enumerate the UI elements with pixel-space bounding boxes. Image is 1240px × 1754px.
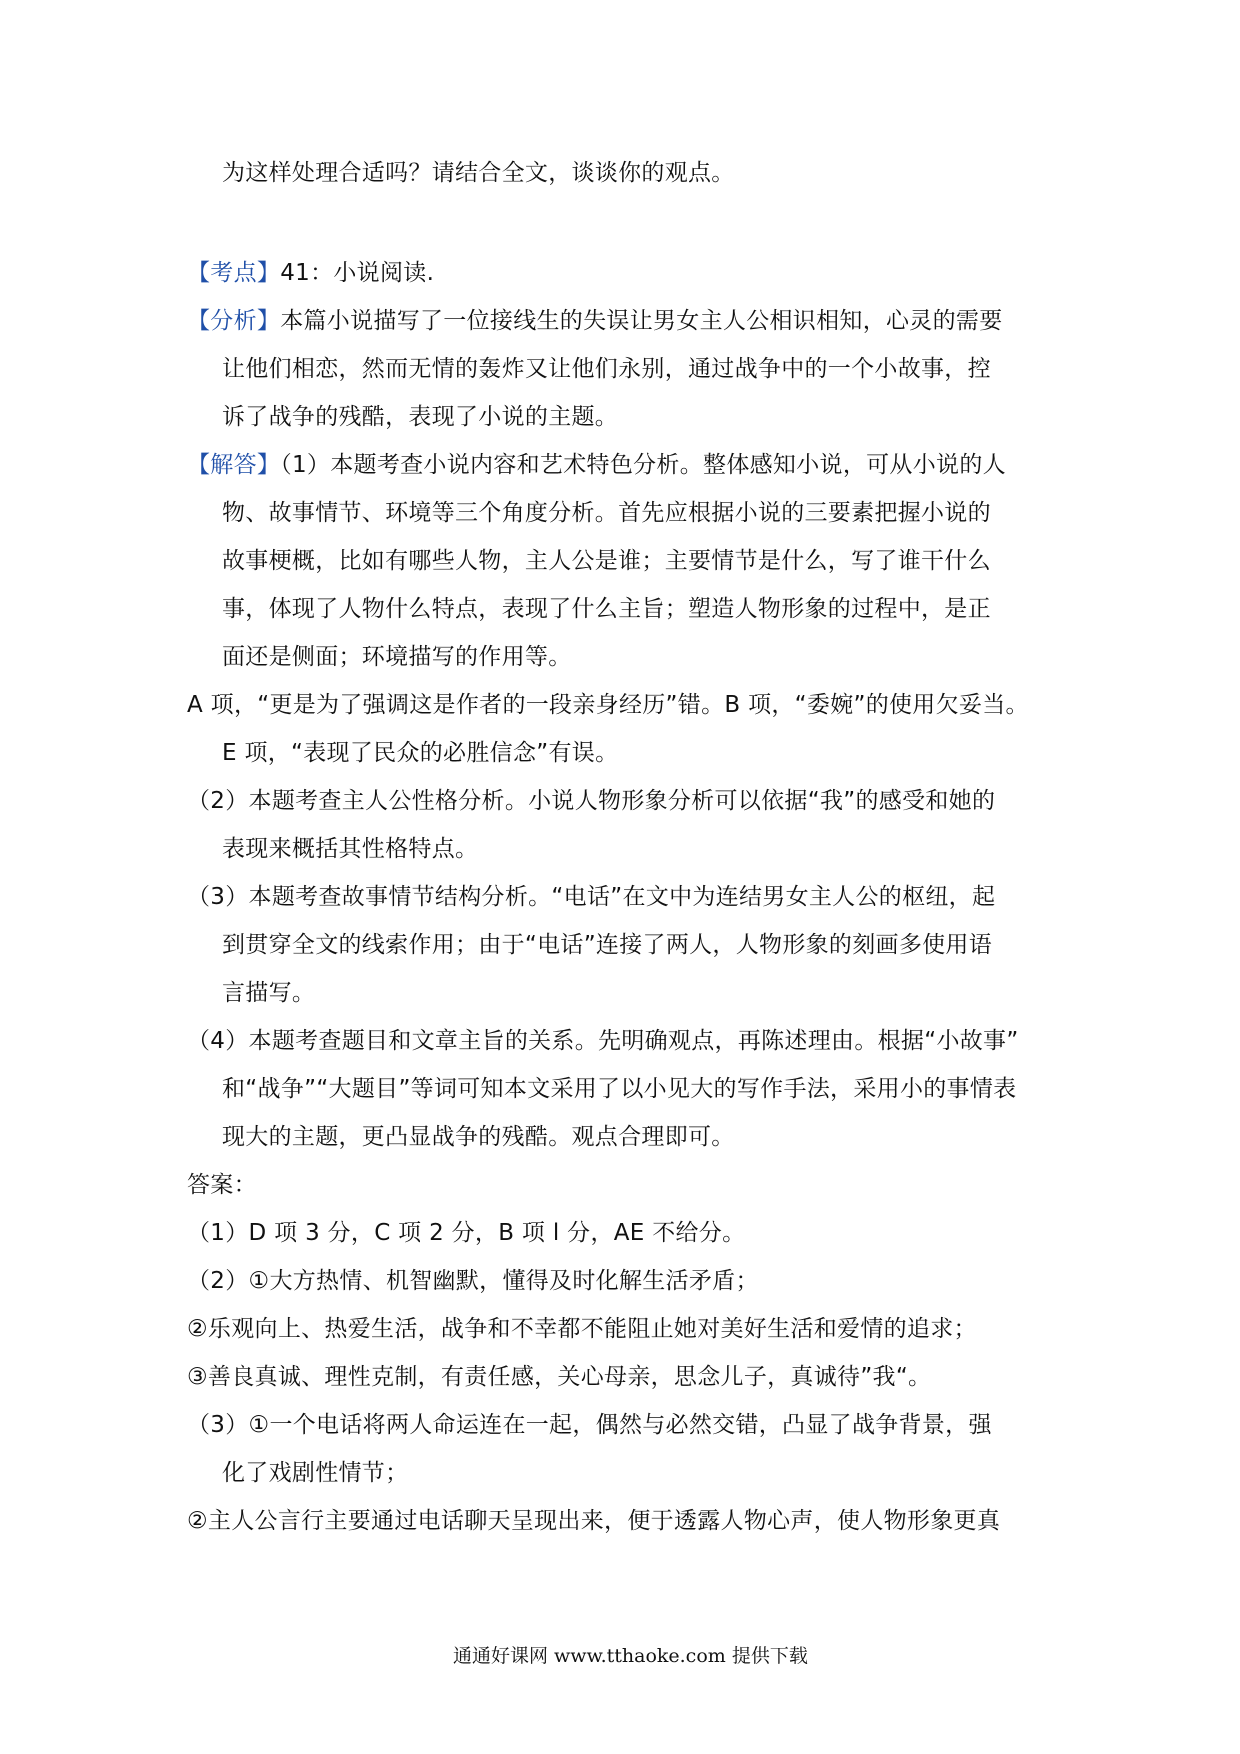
fenxi-line-2: 让他们相恋，然而无情的轰炸又让他们永别，通过战争中的一个小故事，控 <box>222 356 991 382</box>
answer-line-2: （2）①大方热情、机智幽默，懂得及时化解生活矛盾； <box>187 1268 759 1294</box>
jieda-line-14: 和“战争”“大题目”等词可知本文采用了以小见大的写作手法，采用小的事情表 <box>222 1076 1017 1102</box>
page-footer: 通通好课网 www.tthaoke.com 提供下载 <box>453 1645 808 1667</box>
kaodian-line <box>187 258 434 288</box>
jieda-line-5: 面还是侧面；环境描写的作用等。 <box>222 644 572 670</box>
jieda-line-3: 故事梗概，比如有哪些人物，主人公是谁；主要情节是什么，写了谁干什么 <box>222 548 991 574</box>
fenxi-text-1: 本篇小说描写了一位接线生的失误让男女主人公相识相知，心灵的需要 <box>280 308 1003 334</box>
jieda-line-15: 现大的主题，更凸显战争的残酷。观点合理即可。 <box>222 1124 735 1150</box>
answer-line-5: （3）①一个电话将两人命运连在一起，偶然与必然交错，凸显了战争背景，强 <box>187 1412 992 1438</box>
jieda-line-11: 到贯穿全文的线索作用；由于“电话”连接了两人，人物形象的刻画多使用语 <box>222 932 993 958</box>
fenxi-line-1 <box>187 306 1003 336</box>
fenxi-tag: 【分析】 <box>187 308 281 334</box>
kaodian-text: 41：小说阅读. <box>280 260 435 286</box>
answer-line-7: ②主人公言行主要通过电话聊天呈现出来，便于透露人物心声，使人物形象更真 <box>187 1508 1001 1534</box>
intro-line: 为这样处理合适吗？请结合全文，谈谈你的观点。 <box>222 160 735 186</box>
jieda-line-2: 物、故事情节、环境等三个角度分析。首先应根据小说的三要素把握小说的 <box>222 500 991 526</box>
jieda-line-7: E 项，“表现了民众的必胜信念”有误。 <box>222 740 619 766</box>
jieda-line-4: 事，体现了人物什么特点，表现了什么主旨；塑造人物形象的过程中，是正 <box>222 596 991 622</box>
answer-line-3: ②乐观向上、热爱生活，战争和不幸都不能阻止她对美好生活和爱情的追求； <box>187 1316 977 1342</box>
jieda-line-1 <box>187 450 1006 480</box>
jieda-line-12: 言描写。 <box>222 980 316 1006</box>
answer-line-1: （1）D 项 3 分，C 项 2 分，B 项 l 分，AE 不给分。 <box>187 1220 746 1246</box>
answer-line-4: ③善良真诚、理性克制，有责任感，关心母亲，思念儿子，真诚待”我“。 <box>187 1364 932 1390</box>
jieda-line-10: （3）本题考查故事情节结构分析。“电话”在文中为连结男女主人公的枢纽，起 <box>187 884 996 910</box>
jieda-line-8: （2）本题考查主人公性格分析。小说人物形象分析可以依据“我”的感受和她的 <box>187 788 996 814</box>
kaodian-tag: 【考点】 <box>187 260 281 286</box>
jieda-text-1: （1）本题考查小说内容和艺术特色分析。整体感知小说，可从小说的人 <box>280 452 1006 478</box>
fenxi-line-3: 诉了战争的残酷，表现了小说的主题。 <box>222 404 619 430</box>
jieda-tag: 【解答】 <box>187 452 281 478</box>
jieda-line-6: A 项，“更是为了强调这是作者的一段亲身经历”错。B 项，“委婉”的使用欠妥当。 <box>187 692 1029 718</box>
jieda-line-13: （4）本题考查题目和文章主旨的关系。先明确观点，再陈述理由。根据“小故事” <box>187 1028 1019 1054</box>
jieda-line-9: 表现来概括其性格特点。 <box>222 836 479 862</box>
answer-line-6: 化了戏剧性情节； <box>222 1460 409 1486</box>
answer-label: 答案： <box>187 1172 257 1198</box>
